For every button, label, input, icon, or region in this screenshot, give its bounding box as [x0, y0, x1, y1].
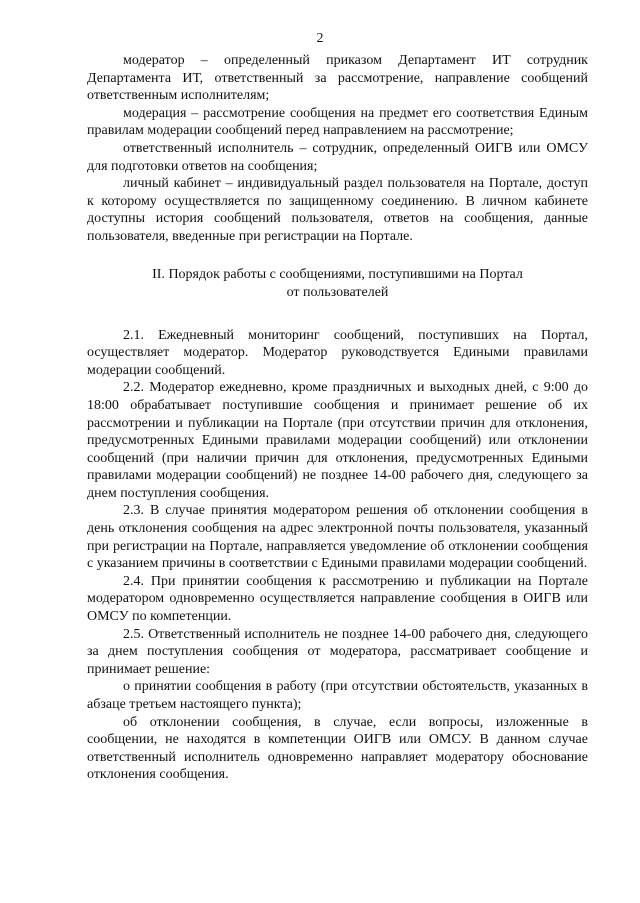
section-heading-line-2: от пользователей [286, 284, 389, 300]
definition-responsible-executor: ответственный исполнитель – сотрудник, определенный ОИГВ или ОМСУ для подготовки ответов на сообщения; [87, 140, 588, 174]
definition-moderator: модератор – определенный приказом Департамент ИТ сотрудник Департамента ИТ, ответственный за рассмотрение, направление сообщений ответственным исполнителям; [87, 53, 588, 104]
clause-2-5-option-reject: об отклонении сообщения, в случае, если вопросы, изложенные в сообщении, не находятся в компетенции ОИГВ или ОМСУ. В данном случае ответственный исполнитель одновременно направляет модератору обоснование отклонения сообщения. [87, 714, 588, 783]
clause-2-1: 2.1. Ежедневный мониторинг сообщений, поступивших на Портал, осуществляет модератор. Модератор руководствуется Едиными правилами модерации сообщений. [87, 327, 588, 378]
document-body [87, 52, 588, 784]
definition-moderation: модерация – рассмотрение сообщения на предмет его соответствия Единым правилам модерации сообщений перед направлением на рассмотрение; [87, 105, 588, 139]
section-heading-line-1: II. Порядок работы с сообщениями, поступившими на Портал [152, 266, 523, 282]
clause-2-5: 2.5. Ответственный исполнитель не позднее 14-00 рабочего дня, следующего за днем поступления сообщения от модератора, рассматривает сообщение и принимает решение: [87, 626, 588, 677]
clause-2-2: 2.2. Модератор ежедневно, кроме праздничных и выходных дней, с 9:00 до 18:00 обрабатывает поступившие сообщения и принимает решение об их рассмотрении и публикации на Портале (при отсутствии причин для отклонения, предусмотренных Едиными правилами модерации сообщений) или отклонении сообщений (при наличии причин для отклонения, предусмотренных Едиными правилами модерации сообщений) не позднее 14-00 рабочего дня, следующего за днем поступления сообщения. [87, 380, 588, 501]
clause-2-5-option-accept: о принятии сообщения в работу (при отсутствии обстоятельств, указанных в абзаце третьем настоящего пункта); [87, 679, 588, 712]
section-heading [87, 266, 588, 302]
clause-2-4: 2.4. При принятии сообщения к рассмотрению и публикации на Портале модератором одновременно осуществляется направление сообщения в ОИГВ или ОМСУ по компетенции. [87, 573, 588, 625]
clause-2-3: 2.3. В случае принятия модератором решения об отклонении сообщения в день отклонения сообщения на адрес электронной почты пользователя, указанный при регистрации на Портале, направляется уведомление об отклонении сообщения с указанием причины в соответствии с Едиными правилами модерации сообщений. [87, 503, 588, 572]
definition-personal-cabinet: личный кабинет – индивидуальный раздел пользователя на Портале, доступ к которому осуществляется по защищенному соединению. В личном кабинете доступны история сообщений пользователя, ответов на сообщения, данные пользователя, введенные при регистрации на Портале. [87, 176, 588, 244]
page-number: 2 [316, 31, 324, 46]
